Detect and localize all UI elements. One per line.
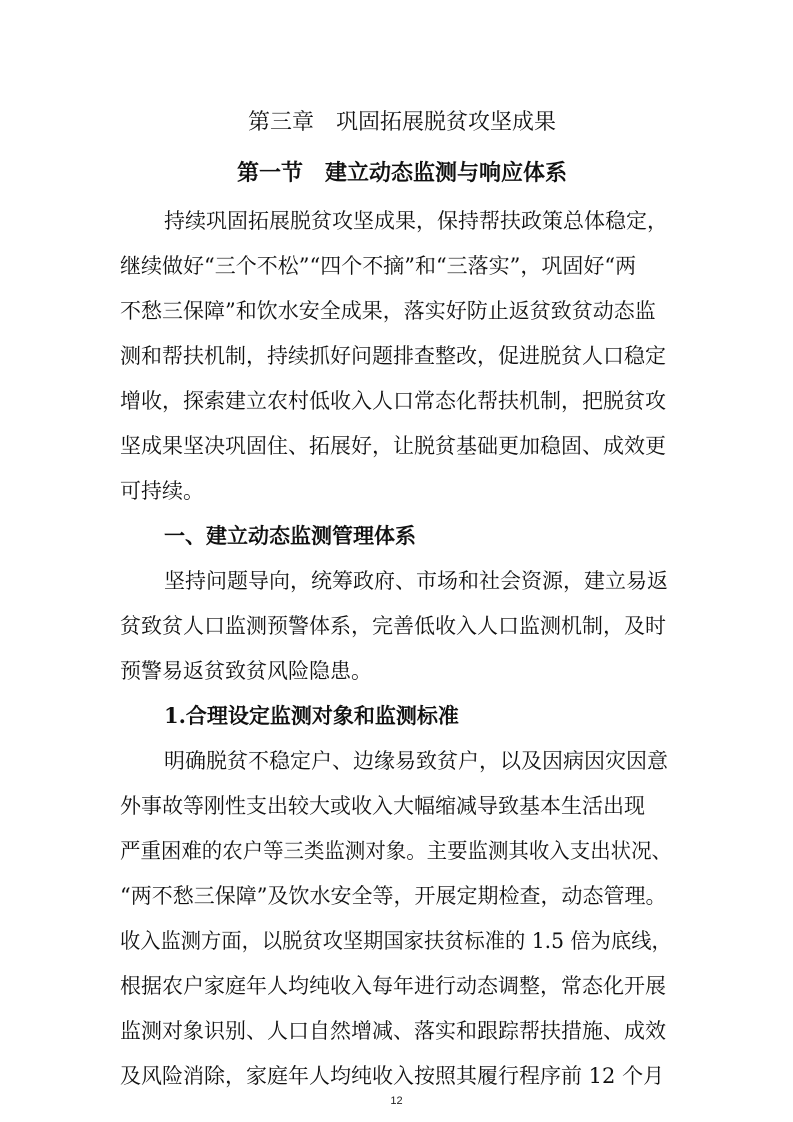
paragraph-line: 不愁三保障”和饮水安全成果，落实好防止返贫致贫动态监 bbox=[120, 299, 656, 323]
subheading: 一、建立动态监测管理体系 bbox=[164, 523, 416, 548]
paragraph-line: 严重困难的农户等三类监测对象。主要监测其收入支出状况、 bbox=[120, 839, 672, 863]
paragraph-line: 持续巩固拓展脱贫攻坚成果，保持帮扶政策总体稳定， bbox=[164, 209, 668, 233]
chapter-title: 第三章 巩固拓展脱贫攻坚成果 bbox=[248, 110, 557, 135]
paragraph-line: 可持续。 bbox=[120, 479, 204, 503]
paragraph-line: 坚持问题导向，统筹政府、市场和社会资源，建立易返 bbox=[164, 569, 668, 593]
paragraph-line: 预警易返贫致贫风险隐患。 bbox=[120, 659, 372, 683]
paragraph-line: 收入监测方面，以脱贫攻坚期国家扶贫标准的 1.5 倍为底线， bbox=[120, 929, 672, 953]
paragraph-line: 监测对象识别、人口自然增减、落实和跟踪帮扶措施、成效 bbox=[120, 1019, 666, 1043]
paragraph-line: “两不愁三保障”及饮水安全等，开展定期检查，动态管理。 bbox=[120, 884, 667, 908]
paragraph-line: 继续做好“三个不松”“四个不摘”和“三落实”，巩固好“两 bbox=[120, 254, 637, 278]
page-number: 12 bbox=[390, 1095, 403, 1107]
paragraph-line: 外事故等刚性支出较大或收入大幅缩减导致基本生活出现 bbox=[120, 794, 645, 818]
section-title: 第一节 建立动态监测与响应体系 bbox=[237, 160, 568, 186]
paragraph-line: 坚成果坚决巩固住、拓展好，让脱贫基础更加稳固、成效更 bbox=[120, 434, 666, 458]
paragraph-line: 及风险消除，家庭年人均纯收入按照其履行程序前 12 个月 bbox=[120, 1064, 665, 1088]
paragraph-line: 增收，探索建立农村低收入人口常态化帮扶机制，把脱贫攻 bbox=[120, 389, 666, 413]
paragraph-line: 明确脱贫不稳定户、边缘易致贫户，以及因病因灾因意 bbox=[164, 749, 668, 773]
paragraph-line: 根据农户家庭年人均纯收入每年进行动态调整，常态化开展 bbox=[120, 974, 666, 998]
paragraph-line: 贫致贫人口监测预警体系，完善低收入人口监测机制，及时 bbox=[120, 614, 666, 638]
paragraph-line: 测和帮扶机制，持续抓好问题排查整改，促进脱贫人口稳定 bbox=[120, 344, 666, 368]
subheading: 1.合理设定监测对象和监测标准 bbox=[164, 703, 459, 728]
